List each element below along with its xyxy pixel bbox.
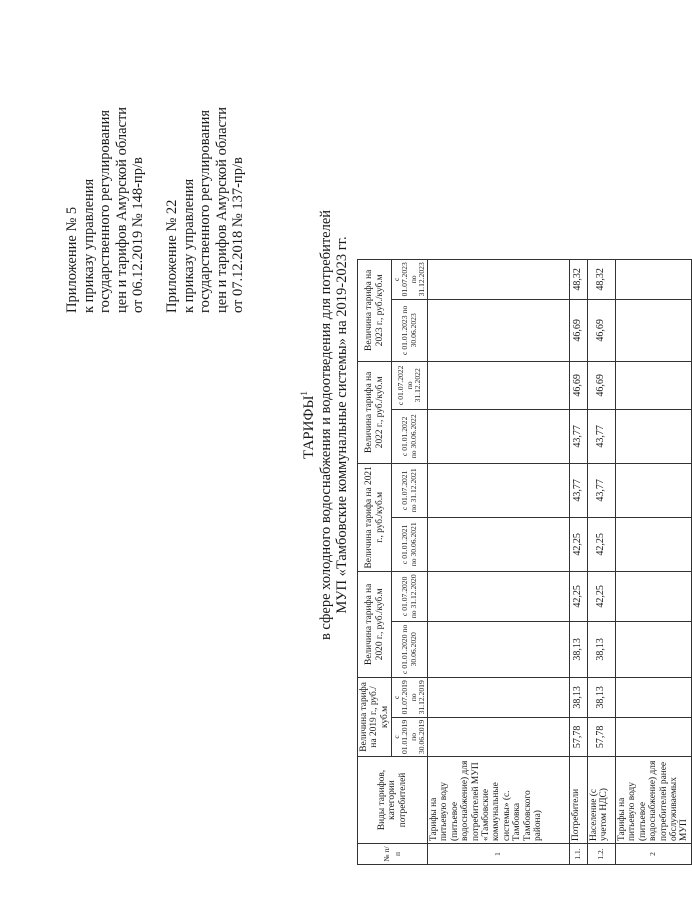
document-title-block (296, 25, 350, 825)
period-header: с 01.01.2020 по 30.06.2020 (392, 621, 428, 677)
period-header: с 01.07.2019 по 31.12.2019 (392, 677, 428, 717)
table-row (570, 259, 588, 864)
tariff-cell: 38,13 (588, 677, 616, 717)
tariff-cell (428, 409, 570, 463)
title-line-2: МУП «Тамбовские коммунальные системы» на 2019-2023 гг. (334, 236, 350, 614)
row-name: Потребители (570, 757, 588, 844)
period-header: с 01.01.2023 по 30.06.2023 (392, 299, 428, 361)
annex-line: к приказу управления (180, 178, 197, 313)
tariff-cell (428, 361, 570, 409)
tariff-cell (428, 717, 570, 756)
year-header-2022: Величина тарифа на 2022 г., руб./куб.м (358, 361, 392, 463)
period-header: с 01.07.2023 по 31.12.2023 (392, 259, 428, 299)
tariff-cell: 43,77 (588, 463, 616, 517)
tariff-cell: 38,13 (588, 621, 616, 677)
tariff-cell (428, 259, 570, 299)
row-number: 2 (616, 844, 692, 865)
row-number: 1.1. (570, 844, 588, 865)
tariff-cell: 46,69 (588, 361, 616, 409)
tariff-cell: 43,77 (570, 463, 588, 517)
footnote-mark: 1 (299, 391, 309, 396)
tariff-cell (616, 259, 692, 299)
row-number: 1.2. (588, 844, 616, 865)
tariff-cell: 46,69 (570, 361, 588, 409)
tariff-cell (428, 571, 570, 621)
table-row (428, 259, 570, 864)
tariff-cell: 42,25 (570, 571, 588, 621)
tariff-cell (616, 361, 692, 409)
period-header: с 01.07.2021 по 31.12.2021 (392, 463, 428, 517)
tariff-cell (428, 299, 570, 361)
row-name: Население (с учетом НДС) (588, 757, 616, 844)
tariff-cell: 43,77 (588, 409, 616, 463)
row-number: 1 (428, 844, 570, 865)
year-header-2021: Величина тарифа на 2021 г., руб./куб.м (358, 463, 392, 571)
tariff-cell (428, 677, 570, 717)
annex-line: Приложение № 5 (64, 206, 80, 313)
period-header: с 01.07.2022 по 31.12.2022 (392, 361, 428, 409)
tariff-table (357, 259, 692, 865)
tariff-cell: 57,78 (570, 717, 588, 756)
tariff-cell (616, 717, 692, 756)
annex-line: государственного регулирования (97, 109, 114, 313)
year-header-2023: Величина тарифа на 2023 г., руб./куб.м (358, 259, 392, 361)
tariff-cell: 42,25 (588, 571, 616, 621)
tariff-cell: 38,13 (570, 677, 588, 717)
tariff-cell: 46,69 (570, 299, 588, 361)
tariff-cell (616, 299, 692, 361)
tariff-cell: 43,77 (570, 409, 588, 463)
document-title: ТАРИФЫ$^1$ (299, 391, 317, 459)
table-row (588, 259, 616, 864)
table-header-row (358, 259, 392, 864)
annex-line: от 06.12.2019 № 148-пр/в (130, 157, 147, 313)
period-header: с 01.07.2020 по 31.12.2020 (392, 571, 428, 621)
tariff-cell (616, 409, 692, 463)
tariff-cell: 42,25 (570, 517, 588, 571)
tariff-cell (428, 517, 570, 571)
title-line-1: в сфере холодного водоснабжения и водоотведения для потребителей (318, 209, 334, 641)
col-number-header: № п/п (358, 844, 428, 865)
tariff-cell (616, 571, 692, 621)
tariff-cell: 42,25 (588, 517, 616, 571)
tariff-cell (428, 621, 570, 677)
tariff-cell (616, 677, 692, 717)
tariff-cell: 38,13 (570, 621, 588, 677)
table-row (616, 259, 692, 864)
tariff-cell: 48,32 (570, 259, 588, 299)
tariff-cell: 57,78 (588, 717, 616, 756)
period-header: с 01.01.2021 по 30.06.2021 (392, 517, 428, 571)
year-header-2020: Величина тарифа на 2020 г., руб./куб.м (358, 571, 392, 677)
row-name: Тарифы на питьевую воду (питьевое водоснабжение) для потребителей ранее обслуживаемых МУП (616, 757, 692, 844)
row-name: Тарифы на питьевую воду (питьевое водоснабжение) для потребителей МУП «Тамбовские коммунальные системы» (с. Тамбовка Тамбовского района) (428, 757, 570, 844)
tariff-cell (616, 517, 692, 571)
annex-line: цен и тарифов Амурской области (213, 106, 230, 313)
col-type-header: Виды тарифов, категории потребителей (358, 757, 428, 844)
annex-line: от 07.12.2018 № 137-пр/в (230, 157, 247, 313)
annex-line: к приказу управления (80, 178, 97, 313)
tariff-cell (616, 621, 692, 677)
tariff-cell (616, 463, 692, 517)
period-header: с 01.01.2022 по 30.06.2022 (392, 409, 428, 463)
period-header: с 01.01.2019 по 30.06.2019 (392, 717, 428, 756)
annex-5-reference (64, 107, 147, 313)
tariff-cell: 46,69 (588, 299, 616, 361)
annex-22-reference (164, 107, 247, 313)
annex-line: государственного регулирования (197, 109, 214, 313)
year-header-2019: Величина тарифа на 2019 г., руб./куб.м (358, 677, 392, 756)
annex-line: Приложение № 22 (164, 199, 180, 313)
tariff-cell: 48,32 (588, 259, 616, 299)
tariff-cell (428, 463, 570, 517)
annex-line: цен и тарифов Амурской области (113, 106, 130, 313)
